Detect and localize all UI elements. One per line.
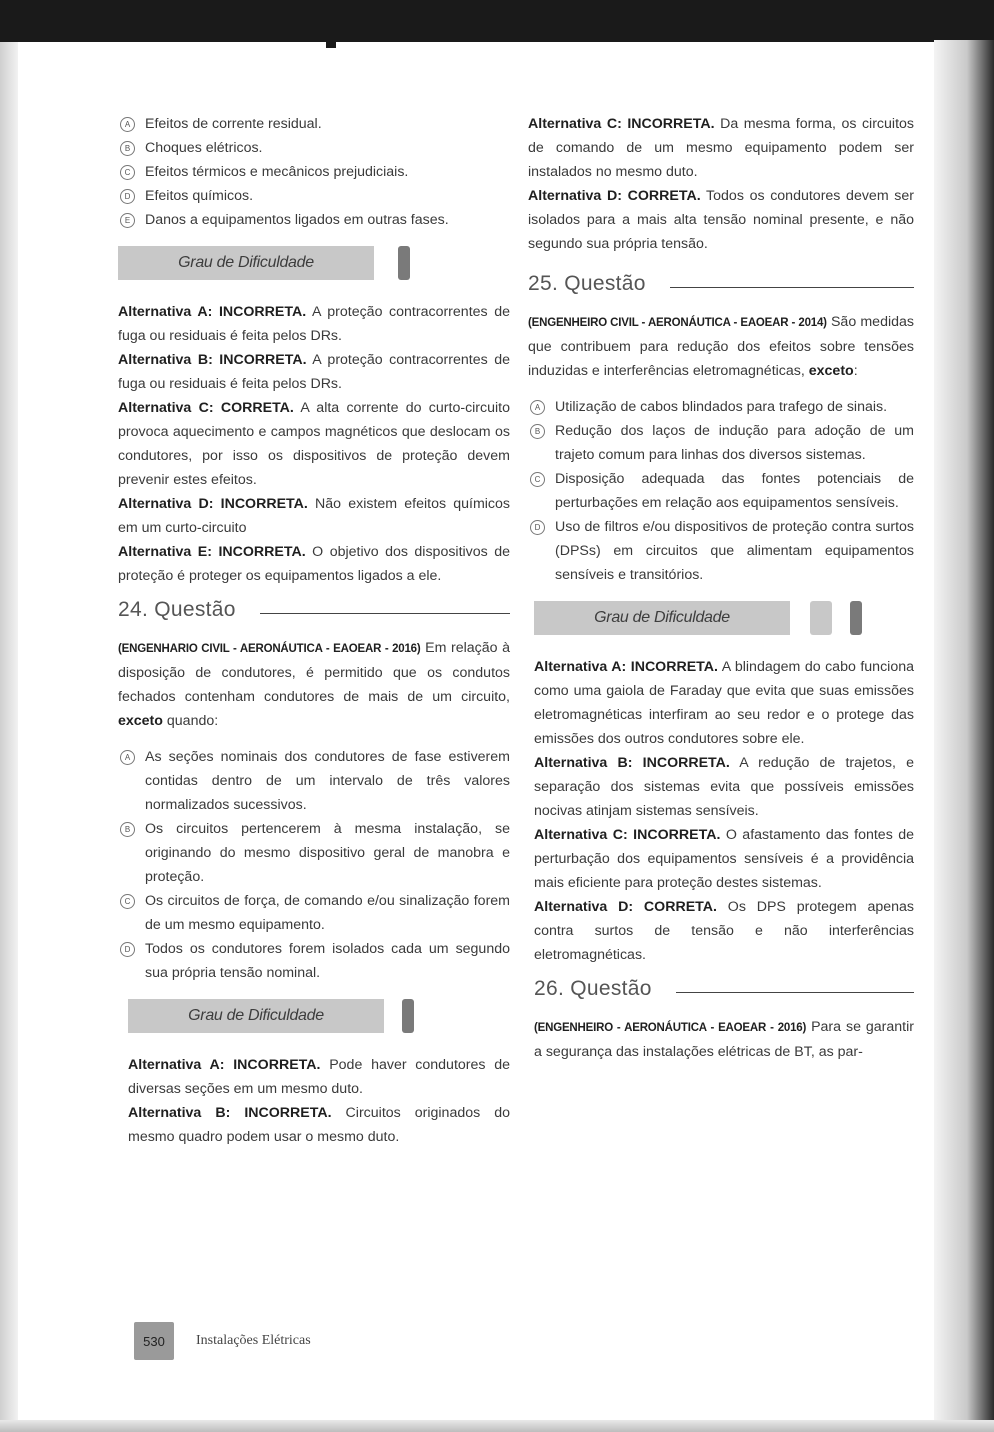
option-letter-a: A: [120, 117, 135, 132]
page-number: 530: [134, 1322, 174, 1360]
q24-answer-a: Alternativa A: INCORRETA. Pode haver condutores de diversas seções em um mesmo duto.: [128, 1057, 510, 1097]
difficulty-bar-1: [810, 601, 832, 635]
option-letter-b: B: [120, 822, 135, 837]
book-title: Instalações Elétricas: [196, 1333, 311, 1348]
answer-c: Alternativa C: CORRETA. A alta corrente do curto-circuito provoca aquecimento e campos magnéticos que deslocam os condutores, por isso os dispositivos de proteção devem prevenir estes efeitos.: [118, 400, 511, 488]
option-letter-a: A: [530, 400, 545, 415]
difficulty-label-box: Grau de Dificuldade: [534, 601, 790, 635]
question-24-title: 24. Questão: [118, 598, 236, 621]
difficulty-bar-1: [398, 246, 410, 280]
previous-answers: [118, 300, 510, 588]
scan-left-shadow: [0, 42, 18, 1422]
question-24-heading: [118, 598, 510, 622]
difficulty-bar-2: [850, 601, 862, 635]
q25-answer-b: Alternativa B: INCORRETA. A redução de trajetos, e separação dos sistemas evita que possíveis emissões nocivas atinjam sistemas sensíveis.: [534, 755, 914, 819]
q25-answer-d: Alternativa D: CORRETA. Os DPS protegem apenas contra surtos de tensão e não interferências eletromagnéticas.: [534, 899, 914, 963]
q25-option-a: A Utilização de cabos blindados para trafego de sinais.: [528, 395, 914, 419]
option-letter-e: E: [120, 213, 135, 228]
q25-option-b: B Redução dos laços de indução para adoção de um trajeto comum para linhas dos diversos sistemas.: [528, 419, 914, 467]
question-25-answers: [534, 655, 914, 967]
q24-answer-b: Alternativa B: INCORRETA. Circuitos originados do mesmo quadro podem usar o mesmo duto.: [128, 1105, 510, 1145]
heading-rule: [260, 613, 510, 614]
answer-d: Alternativa D: INCORRETA. Não existem efeitos químicos em um curto-circuito: [118, 496, 511, 536]
scan-right-binding-shadow: [934, 40, 994, 1432]
difficulty-bar-1: [402, 999, 414, 1033]
difficulty-label-box: Grau de Dificuldade: [128, 999, 384, 1033]
left-column: [118, 112, 510, 1149]
question-24-options: [118, 745, 510, 985]
option-d: D Efeitos químicos.: [118, 184, 510, 208]
answer-b: Alternativa B: INCORRETA. A proteção contracorrentes de fuga ou residuais é feita pelos DRs.: [118, 352, 510, 392]
difficulty-indicator: [534, 601, 914, 637]
q24-option-d: D Todos os condutores forem isolados cada um segundo sua própria tensão nominal.: [118, 937, 510, 985]
option-letter-c: C: [530, 472, 545, 487]
question-24-answers: [128, 1053, 510, 1149]
q24-option-b: B Os circuitos pertencerem à mesma instalação, se originando do mesmo dispositivo geral de manobra e proteção.: [118, 817, 510, 889]
question-25-heading: [528, 272, 914, 296]
q24-option-c: C Os circuitos de força, de comando e/ou sinalização forem de um mesmo equipamento.: [118, 889, 510, 937]
q24-answer-d: Alternativa D: CORRETA. Todos os condutores devem ser isolados para a mais alta tensão nominal presente, e não segundo sua própria tensão.: [528, 188, 914, 252]
page-footer: [134, 1322, 311, 1360]
heading-rule: [676, 992, 914, 993]
q24-answer-c: Alternativa C: INCORRETA. Da mesma forma, os circuitos de comando de um mesmo equipamento podem ser instalados no mesmo duto.: [528, 116, 914, 180]
question-25-source: (ENGENHEIRO CIVIL - AERONÁUTICA - EAOEAR - 2014): [528, 317, 827, 329]
scan-top-notch: [326, 42, 336, 48]
option-letter-c: C: [120, 165, 135, 180]
previous-options: [118, 112, 510, 232]
option-a: A Efeitos de corrente residual.: [118, 112, 510, 136]
q25-answer-c: Alternativa C: INCORRETA. O afastamento das fontes de perturbação dos equipamentos sensíveis é a providência mais eficiente para proteção destes sistemas.: [534, 827, 915, 891]
question-24-source: (ENGENHARIO CIVIL - AERONÁUTICA - EAOEAR - 2016): [118, 643, 421, 655]
option-letter-d: D: [120, 942, 135, 957]
question-26-source: (ENGENHEIRO - AERONÁUTICA - EAOEAR - 2016): [534, 1022, 807, 1034]
q25-option-d: D Uso de filtros e/ou dispositivos de proteção contra surtos (DPSs) em circuitos que alimentam equipamentos sensíveis e transitórios.: [528, 515, 914, 587]
option-b: B Choques elétricos.: [118, 136, 510, 160]
option-letter-a: A: [120, 750, 135, 765]
option-letter-b: B: [530, 424, 545, 439]
difficulty-indicator: [128, 999, 510, 1035]
q25-answer-a: Alternativa A: INCORRETA. A blindagem do cabo funciona como uma gaiola de Faraday que evita que suas emissões eletromagnéticas interfiram ao seu redor e o protege das emissões dos outros condutores sobre ele.: [534, 659, 914, 747]
question-24-answers-continued: [528, 112, 914, 256]
question-25-stem: (ENGENHEIRO CIVIL - AERONÁUTICA - EAOEAR - 2014) São medidas que contribuem para redução dos efeitos sobre tensões induzidas e interferências eletromagnéticas, exceto:: [528, 314, 914, 379]
option-letter-b: B: [120, 141, 135, 156]
answer-a: Alternativa A: INCORRETA. A proteção contracorrentes de fuga ou residuais é feita pelos DRs.: [118, 304, 510, 344]
q25-option-c: C Disposição adequada das fontes potenciais de perturbações em relação aos equipamentos sensíveis.: [528, 467, 914, 515]
q24-option-a: A As seções nominais dos condutores de fase estiverem contidas dentro de um intervalo de três valores normalizados sucessivos.: [118, 745, 510, 817]
option-letter-c: C: [120, 894, 135, 909]
right-column: [528, 112, 914, 1064]
answer-e: Alternativa E: INCORRETA. O objetivo dos dispositivos de proteção é proteger os equipamentos ligados a ele.: [118, 544, 511, 584]
difficulty-indicator: [118, 246, 510, 282]
question-26-title: 26. Questão: [534, 977, 652, 1000]
option-letter-d: D: [120, 189, 135, 204]
question-24-stem: (ENGENHARIO CIVIL - AERONÁUTICA - EAOEAR - 2016) Em relação à disposição de condutores, é permitido que os condutos fechados contenham condutores de mais de um circuito, exceto quando:: [118, 640, 510, 729]
option-c: C Efeitos térmicos e mecânicos prejudiciais.: [118, 160, 510, 184]
option-letter-d: D: [530, 520, 545, 535]
question-25-title: 25. Questão: [528, 272, 646, 295]
scan-top-edge: [0, 0, 994, 42]
scan-bottom-edge: [0, 1420, 994, 1432]
question-25-options: [528, 395, 914, 587]
option-e: E Danos a equipamentos ligados em outras fases.: [118, 208, 510, 232]
difficulty-label-box: Grau de Dificuldade: [118, 246, 374, 280]
question-26-heading: [534, 977, 914, 1001]
heading-rule: [670, 287, 914, 288]
question-26-stem: (ENGENHEIRO - AERONÁUTICA - EAOEAR - 2016) Para se garantir a segurança das instalações elétricas de BT, as par-: [534, 1019, 914, 1060]
